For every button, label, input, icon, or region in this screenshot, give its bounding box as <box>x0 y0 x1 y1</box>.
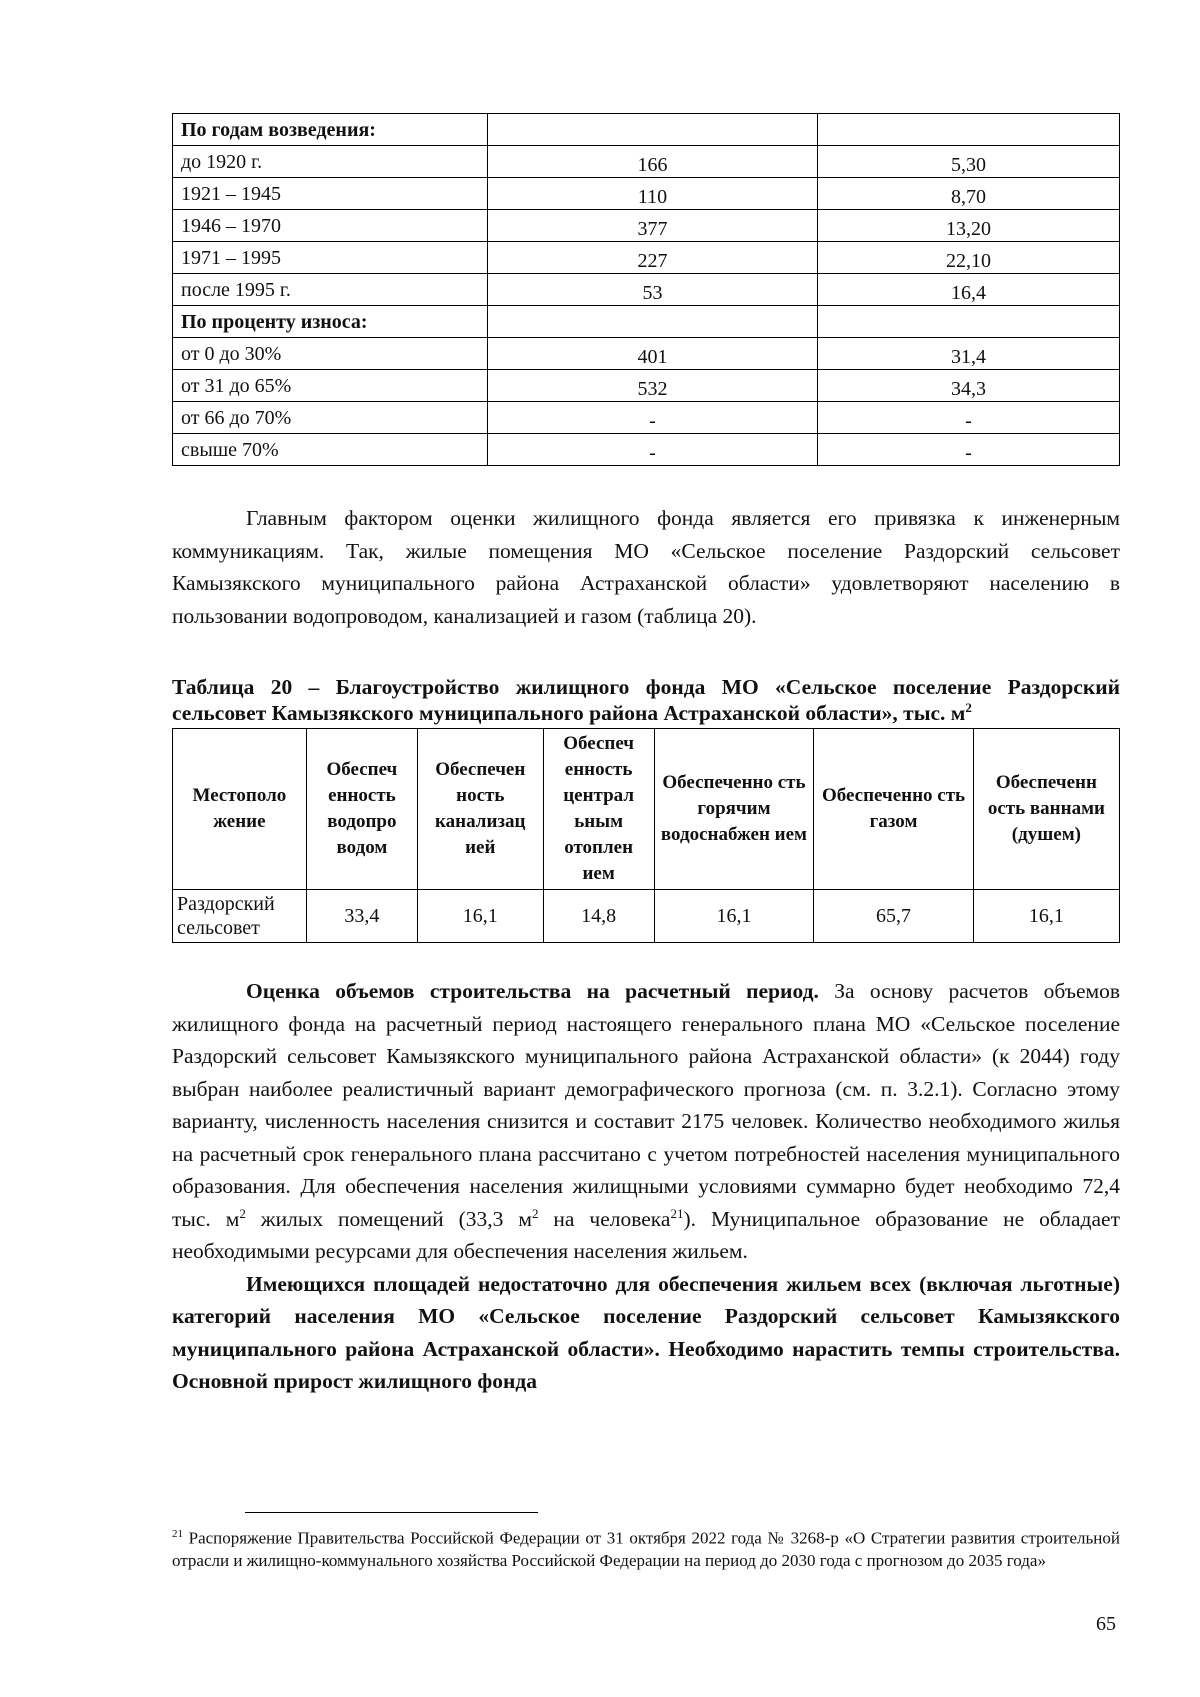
footnote: $^{21}$ Распоряжение Правительства Российской Федерации от 31 октября 2022 года № 3268-р «О Стратегии развития строительной отрасли и жилищно-коммунального хозяйства Российской Федерации на период до 2030 года с прогнозом до 2035 года» <box>172 1528 1120 1570</box>
row-area <box>818 114 1120 146</box>
row-label: от 0 до 30% <box>173 338 488 370</box>
row-area: 16,4 <box>818 274 1120 306</box>
row-area: - <box>818 434 1120 466</box>
header-hot-water: Обеспеченно сть горячим водоснабжен ием <box>654 729 814 890</box>
cell-baths: 16,1 <box>973 890 1119 943</box>
cell-heating: 14,8 <box>543 890 654 943</box>
amenities-table <box>172 728 1120 943</box>
footnote-divider <box>245 1512 538 1513</box>
row-count: 401 <box>488 338 818 370</box>
page-content <box>172 113 1120 1398</box>
page-number: 65 <box>1096 1613 1116 1635</box>
row-label: от 31 до 65% <box>173 370 488 402</box>
table-row <box>173 306 1120 338</box>
row-count: 532 <box>488 370 818 402</box>
row-area: 22,10 <box>818 242 1120 274</box>
header-location: Местополо жение <box>173 729 307 890</box>
row-area: 13,20 <box>818 210 1120 242</box>
table-row <box>173 890 1120 943</box>
row-label: 1946 – 1970 <box>173 210 488 242</box>
table-row <box>173 146 1120 178</box>
row-label: от 66 до 70% <box>173 402 488 434</box>
table-row <box>173 274 1120 306</box>
row-count <box>488 306 818 338</box>
header-sewer: Обеспечен ность канализац ией <box>417 729 543 890</box>
row-count: 110 <box>488 178 818 210</box>
row-area <box>818 306 1120 338</box>
table-row <box>173 114 1120 146</box>
header-water: Обеспеч енность водопро водом <box>306 729 417 890</box>
table-row <box>173 242 1120 274</box>
cell-gas: 65,7 <box>814 890 974 943</box>
table-row <box>173 210 1120 242</box>
row-count <box>488 114 818 146</box>
header-heating: Обеспеч енность централ ьным отоплен ием <box>543 729 654 890</box>
row-count: 53 <box>488 274 818 306</box>
row-label: свыше 70% <box>173 434 488 466</box>
cell-sewer: 16,1 <box>417 890 543 943</box>
header-baths: Обеспеченн ость ваннами (душем) <box>973 729 1119 890</box>
row-count: 166 <box>488 146 818 178</box>
table-row <box>173 370 1120 402</box>
cell-location: Раздорский сельсовет <box>173 890 307 943</box>
paragraph-construction-estimate: Оценка объемов строительства на расчетный период. За основу расчетов объемов жилищного фонда на расчетный период настоящего генерального плана МО «Сельское поселение Раздорский сельсовет Камызякского муниципального района Астраханской области» (к 2044) году выбран наиболее реалистичный вариант демографического прогноза (см. п. 3.2.1). Согласно этому варианту, численность населения снизится и составит 2175 человек. Количество необходимого жилья на расчетный срок генерального плана рассчитано с учетом потребностей населения муниципального образования. Для обеспечения населения жилищными условиями суммарно будет необходимо 72,4 тыс. $м^2$ жилых помещений (33,3 $м^2$ на человека$^{21}$). Муниципальное образование не обладает необходимыми ресурсами для обеспечения населения жильем. <box>172 979 1120 1263</box>
cell-water: 33,4 <box>306 890 417 943</box>
row-count: - <box>488 434 818 466</box>
header-gas: Обеспеченно сть газом <box>814 729 974 890</box>
row-label: По годам возведения: <box>173 114 488 146</box>
row-area: 8,70 <box>818 178 1120 210</box>
row-area: 31,4 <box>818 338 1120 370</box>
row-label: По проценту износа: <box>173 306 488 338</box>
paragraph-insufficient-area: Имеющихся площадей недостаточно для обеспечения жильем всех (включая льготные) категорий населения МО «Сельское поселение Раздорский сельсовет Камызякского муниципального района Астраханской области». Необходимо нарастить темпы строительства. Основной прирост жилищного фонда <box>172 1271 1120 1393</box>
table-header-row <box>173 729 1120 890</box>
table-row <box>173 338 1120 370</box>
cell-hot-water: 16,1 <box>654 890 814 943</box>
table-row <box>173 434 1120 466</box>
row-count: 377 <box>488 210 818 242</box>
paragraph-engineering: Главным фактором оценки жилищного фонда является его привязка к инженерным коммуникациям. Так, жилые помещения МО «Сельское поселение Раздорский сельсовет Камызякского муниципального района Астраханской области» удовлетворяют населению в пользовании водопроводом, канализацией и газом (таблица 20). <box>172 506 1120 628</box>
row-label: до 1920 г. <box>173 146 488 178</box>
table-20-caption: Таблица 20 – Благоустройство жилищного фонда МО «Сельское поселение Раздорский сельсовет Камызякского муниципального района Астраханской области», тыс. $м^2$ <box>172 675 1120 725</box>
row-label: 1971 – 1995 <box>173 242 488 274</box>
table-row <box>173 178 1120 210</box>
row-area: 34,3 <box>818 370 1120 402</box>
table-row <box>173 402 1120 434</box>
row-label: 1921 – 1945 <box>173 178 488 210</box>
row-area: 5,30 <box>818 146 1120 178</box>
row-count: 227 <box>488 242 818 274</box>
row-count: - <box>488 402 818 434</box>
row-area: - <box>818 402 1120 434</box>
row-label: после 1995 г. <box>173 274 488 306</box>
housing-stock-table <box>172 113 1120 466</box>
